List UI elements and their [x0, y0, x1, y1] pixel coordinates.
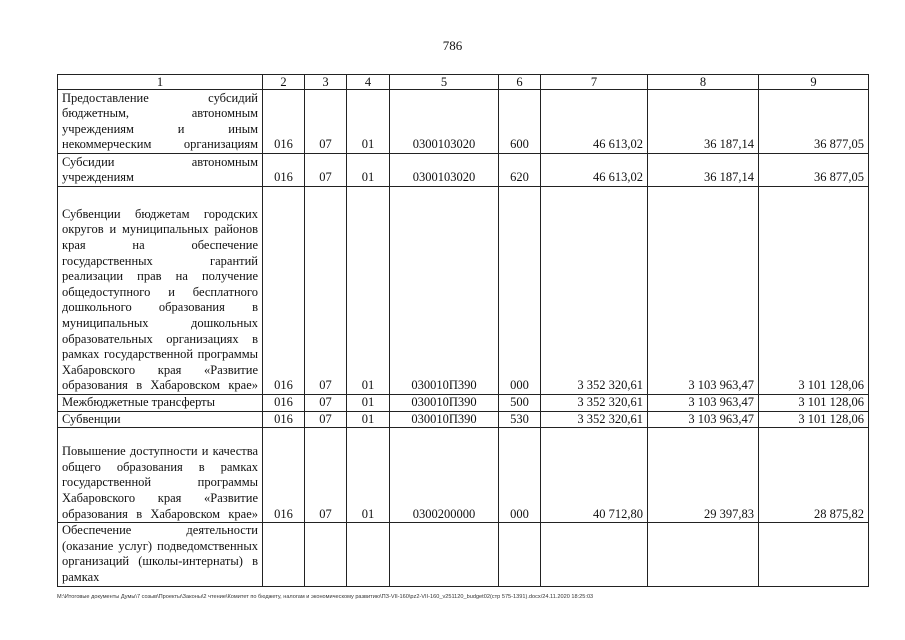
- row-c5: 0300103020: [390, 90, 499, 154]
- row-c7: [541, 523, 648, 586]
- row-c7: 3 352 320,61: [541, 411, 648, 428]
- row-c3: 07: [305, 90, 347, 154]
- row-c3: 07: [305, 411, 347, 428]
- row-c5: 0300103020: [390, 154, 499, 187]
- row-c6: 500: [499, 395, 541, 412]
- row-c7: 46 613,02: [541, 90, 648, 154]
- budget-table: [57, 74, 869, 587]
- row-c2: 016: [263, 90, 305, 154]
- row-c4: 01: [347, 395, 390, 412]
- row-c9: 36 877,05: [759, 90, 869, 154]
- row-c3: 07: [305, 428, 347, 523]
- table-row: [58, 90, 869, 154]
- row-c8: 36 187,14: [648, 90, 759, 154]
- header-row: [58, 75, 869, 90]
- row-c9: [759, 523, 869, 586]
- row-c9: 3 101 128,06: [759, 187, 869, 395]
- header-col-1: 1: [58, 75, 263, 90]
- row-c9: 28 875,82: [759, 428, 869, 523]
- row-c3: 07: [305, 187, 347, 395]
- row-name: Предоставление субсидий бюджетным, автономным учреждениям и иным некоммерческим организациям: [58, 90, 263, 154]
- table-row: [58, 395, 869, 412]
- row-c5: 030010П390: [390, 395, 499, 412]
- row-c8: 29 397,83: [648, 428, 759, 523]
- row-c9: 3 101 128,06: [759, 411, 869, 428]
- row-name: Межбюджетные трансферты: [58, 395, 263, 412]
- row-c8: 36 187,14: [648, 154, 759, 187]
- row-c3: 07: [305, 154, 347, 187]
- row-c8: 3 103 963,47: [648, 187, 759, 395]
- row-c5: 0300200000: [390, 428, 499, 523]
- row-c8: 3 103 963,47: [648, 395, 759, 412]
- row-c2: [263, 523, 305, 586]
- row-name: Повышение доступности и качества общего образования в рамках государственной программы Хабаровского края «Развитие образования в Хабаровском крае»: [58, 428, 263, 523]
- row-c2: 016: [263, 411, 305, 428]
- row-c7: 46 613,02: [541, 154, 648, 187]
- table-row: [58, 411, 869, 428]
- row-c2: 016: [263, 187, 305, 395]
- row-c6: 600: [499, 90, 541, 154]
- page-number: 786: [442, 38, 463, 53]
- table-row: [58, 523, 869, 586]
- row-c3: 07: [305, 395, 347, 412]
- header-col-3: 3: [305, 75, 347, 90]
- table-row: [58, 187, 869, 395]
- header-col-2: 2: [263, 75, 305, 90]
- row-c7: 40 712,80: [541, 428, 648, 523]
- table-row: [58, 428, 869, 523]
- document-path-footer: M:\Итоговые документы Думы\7 созыв\Проекты\Законы\2 чтение\Комитет по бюджету, налогам и экономическому развитию\ПЗ-VII-160\pz2-VII-160_v251120_budget02(стр 575-1391).docx/24.11.2020 18:25:03: [57, 594, 594, 600]
- row-c3: [305, 523, 347, 586]
- row-name: Субсидии автономным учреждениям: [58, 154, 263, 187]
- row-name: Обеспечение деятельности (оказание услуг) подведомственных организаций (школы-интернаты) в рамках: [58, 523, 263, 586]
- row-c6: 530: [499, 411, 541, 428]
- row-c4: 01: [347, 411, 390, 428]
- row-c4: 01: [347, 428, 390, 523]
- row-c4: 01: [347, 187, 390, 395]
- row-c6: [499, 523, 541, 586]
- header-col-4: 4: [347, 75, 390, 90]
- row-c9: 3 101 128,06: [759, 395, 869, 412]
- row-c5: 030010П390: [390, 187, 499, 395]
- row-c8: 3 103 963,47: [648, 411, 759, 428]
- header-col-6: 6: [499, 75, 541, 90]
- row-c6: 620: [499, 154, 541, 187]
- header-col-7: 7: [541, 75, 648, 90]
- row-c7: 3 352 320,61: [541, 395, 648, 412]
- row-c8: [648, 523, 759, 586]
- row-c4: 01: [347, 90, 390, 154]
- row-c5: 030010П390: [390, 411, 499, 428]
- row-c9: 36 877,05: [759, 154, 869, 187]
- header-col-9: 9: [759, 75, 869, 90]
- row-name: Субвенции бюджетам городских округов и муниципальных районов края на обеспечение государственных гарантий реализации прав на получение общедоступного и бесплатного дошкольного образования в муниципальных дошкольных образовательных организациях в рамках государственной программы Хабаровского края «Развитие образования в Хабаровском крае»: [58, 187, 263, 395]
- row-c2: 016: [263, 428, 305, 523]
- row-c7: 3 352 320,61: [541, 187, 648, 395]
- row-c4: 01: [347, 154, 390, 187]
- row-c6: 000: [499, 428, 541, 523]
- row-c4: [347, 523, 390, 586]
- row-c2: 016: [263, 154, 305, 187]
- header-col-8: 8: [648, 75, 759, 90]
- header-col-5: 5: [390, 75, 499, 90]
- row-c6: 000: [499, 187, 541, 395]
- table-row: [58, 154, 869, 187]
- row-c5: [390, 523, 499, 586]
- row-c2: 016: [263, 395, 305, 412]
- row-name: Субвенции: [58, 411, 263, 428]
